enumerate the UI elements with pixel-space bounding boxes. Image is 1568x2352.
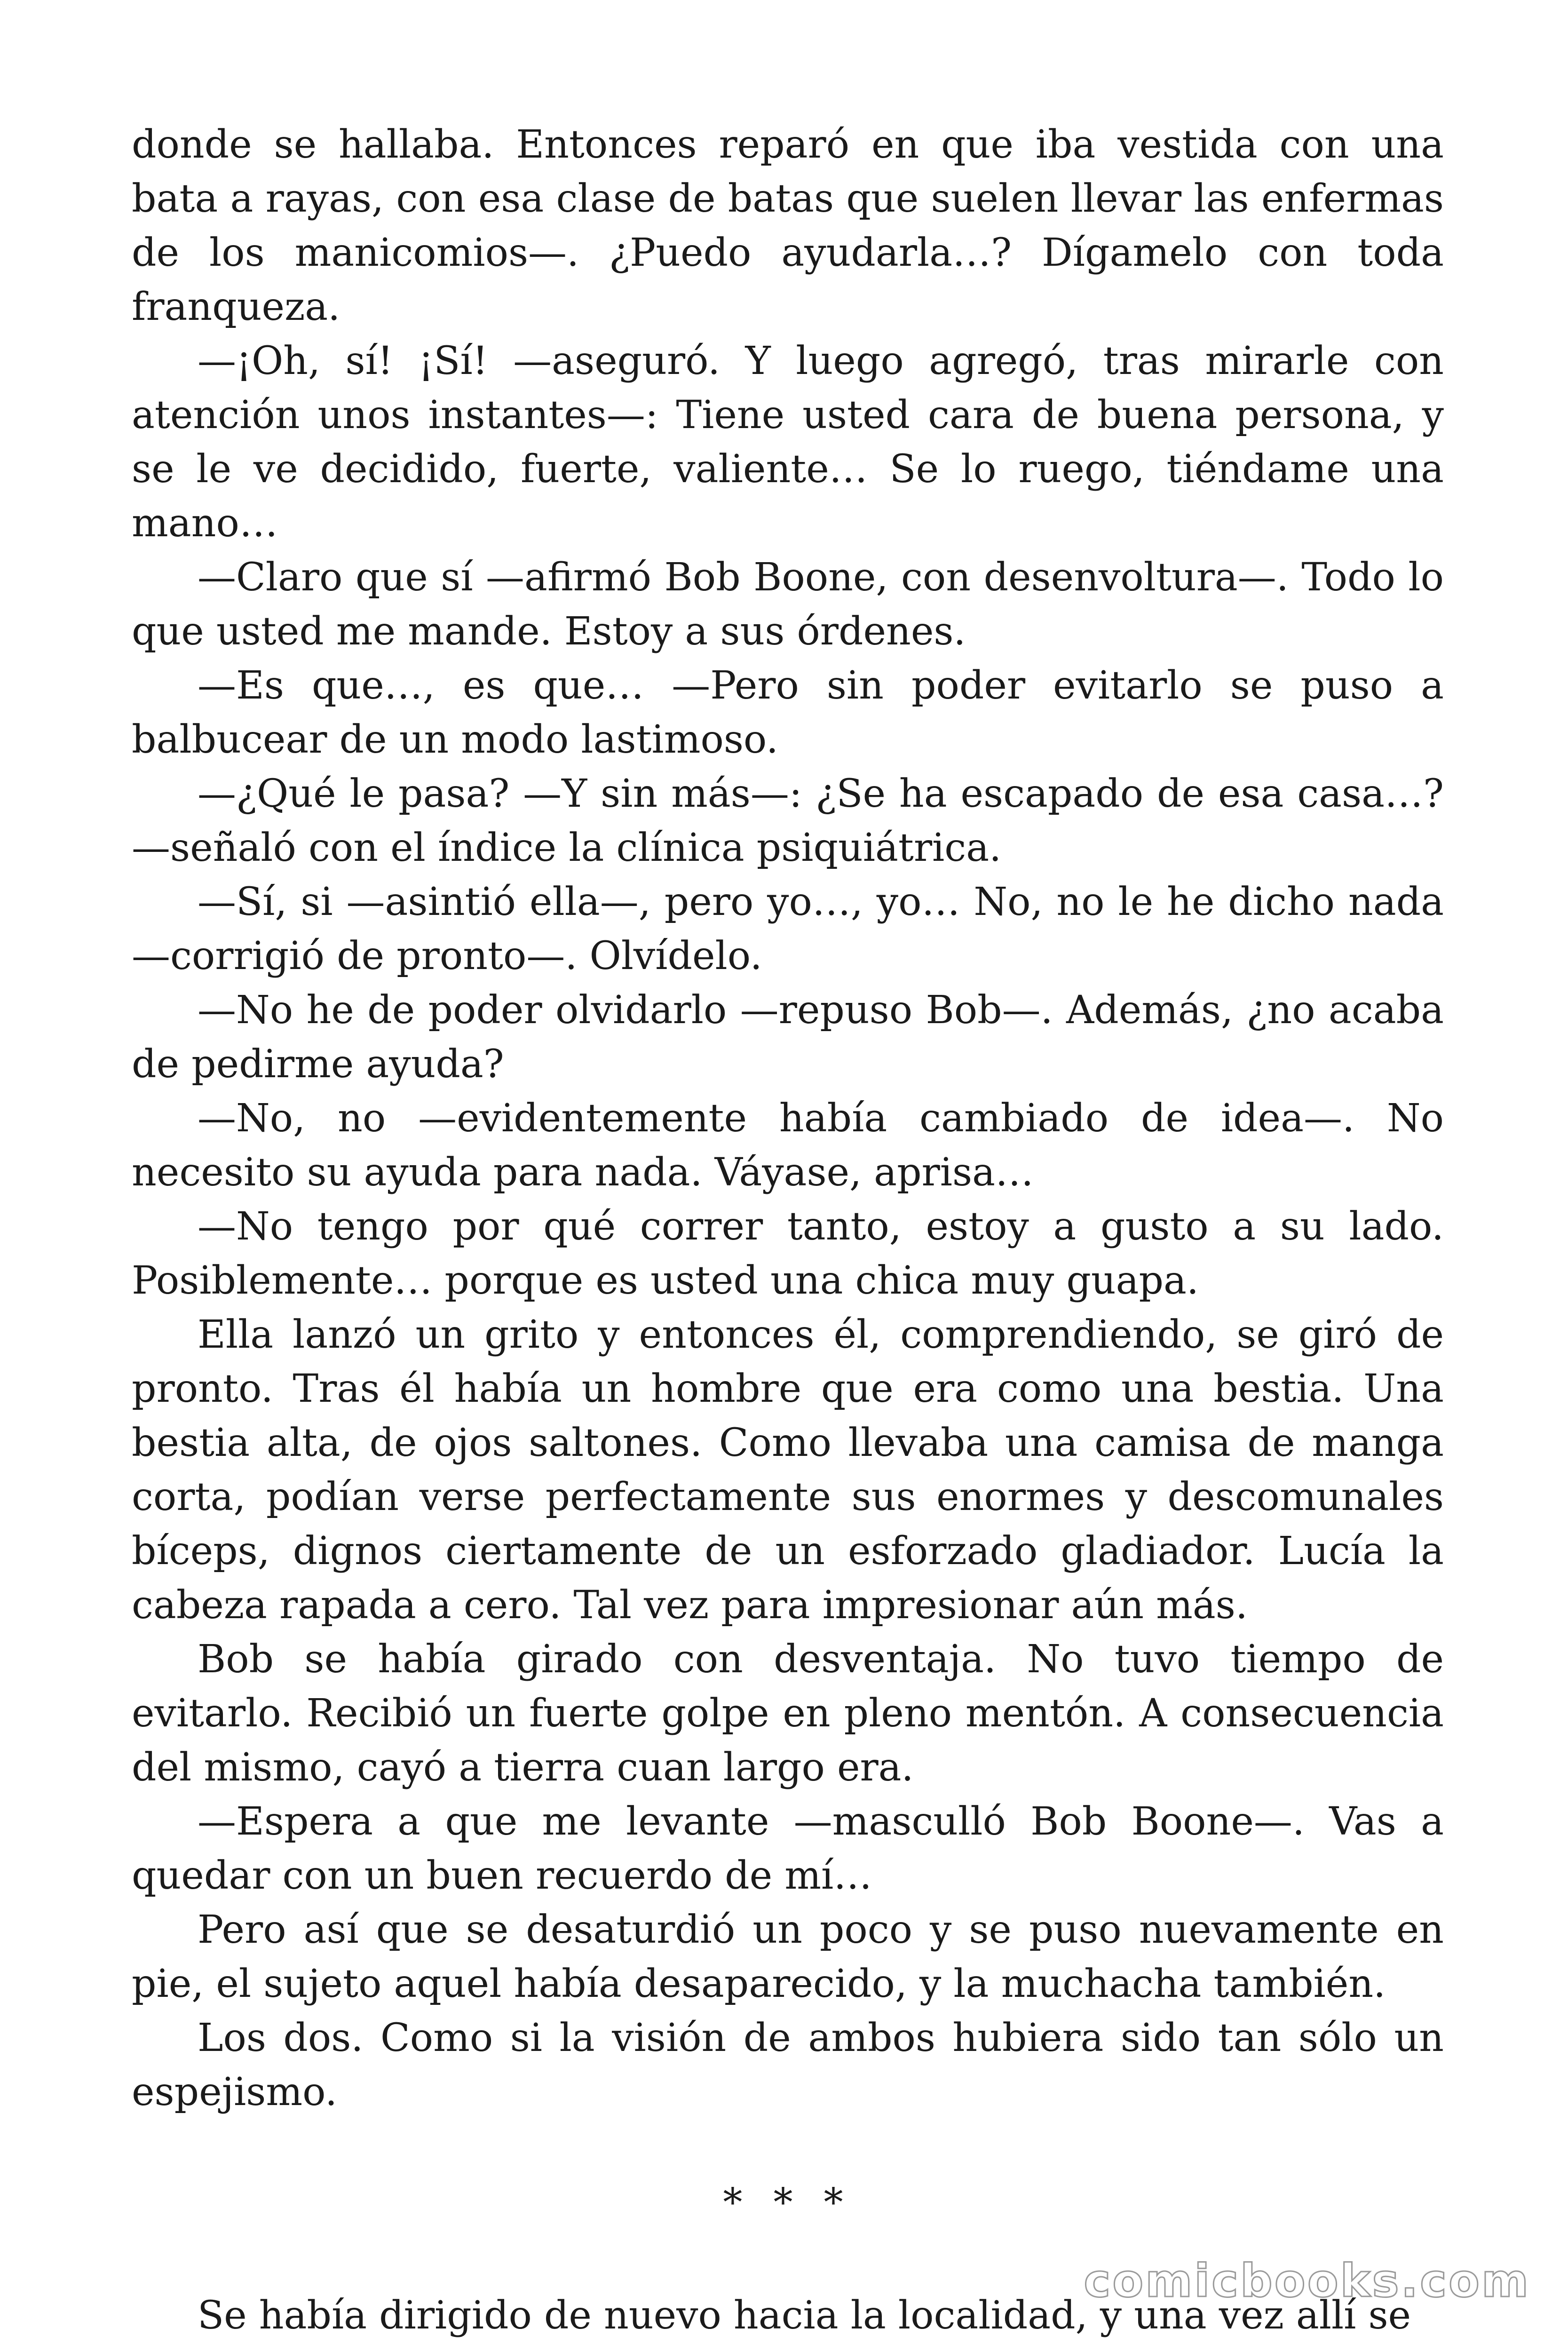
paragraph: —No tengo por qué correr tanto, estoy a gusto a su lado. Posiblemente… porque es usted una chica muy guapa.: [132, 1204, 1444, 1303]
paragraph: —Claro que sí —afirmó Bob Boone, con desenvoltura—. Todo lo que usted me mande. Estoy a sus órdenes.: [132, 555, 1444, 654]
paragraph: —¿Qué le pasa? —Y sin más—: ¿Se ha escapado de esa casa…? —señaló con el índice la clínica psiquiátrica.: [132, 771, 1444, 870]
watermark: comicbooks.com: [1084, 2255, 1530, 2307]
paragraph: Los dos. Como si la visión de ambos hubiera sido tan sólo un espejismo.: [132, 2016, 1444, 2114]
paragraph: Pero así que se desaturdió un poco y se puso nuevamente en pie, el sujeto aquel había desaparecido, y la muchacha también.: [132, 1907, 1444, 2006]
paragraph: —Espera a que me levante —masculló Bob Boone—. Vas a quedar con un buen recuerdo de mí…: [132, 1799, 1444, 1898]
paragraph: Bob se había girado con desventaja. No tuvo tiempo de evitarlo. Recibió un fuerte golpe en pleno mentón. A consecuencia del mismo, cayó a tierra cuan largo era.: [132, 1637, 1444, 1790]
paragraph: —Sí, si —asintió ella—, pero yo…, yo… No, no le he dicho nada —corrigió de pronto—. Olvídelo.: [132, 880, 1444, 978]
paragraph: Ella lanzó un grito y entonces él, comprendiendo, se giró de pronto. Tras él había un hombre que era como una bestia. Una bestia alta, de ojos saltones. Como llevaba una camisa de manga corta, podían verse perfectamente sus enormes y descomunales bíceps, dignos ciertamente de un esforzado gladiador. Lucía la cabeza rapada a cero. Tal vez para impresionar aún más.: [132, 1312, 1444, 1628]
paragraph: —Es que…, es que… —Pero sin poder evitarlo se puso a balbucear de un modo lastimoso.: [132, 663, 1444, 762]
scene-break: * * *: [723, 2180, 853, 2225]
paragraph: —¡Oh, sí! ¡Sí! —aseguró. Y luego agregó, tras mirarle con atención unos instantes—: Tiene usted cara de buena persona, y se le ve decidido, fuerte, valiente… Se lo ruego, tiéndame una mano…: [132, 339, 1444, 546]
paragraph: —No, no —evidentemente había cambiado de idea—. No necesito su ayuda para nada. Váyase, aprisa…: [132, 1096, 1444, 1195]
body-text: [132, 118, 1444, 2343]
paragraph: Se había dirigido de nuevo hacia la localidad, y una vez allí se: [198, 2293, 1411, 2338]
paragraph: —No he de poder olvidarlo —repuso Bob—. Además, ¿no acaba de pedirme ayuda?: [132, 988, 1444, 1087]
paragraph: donde se hallaba. Entonces reparó en que iba vestida con una bata a rayas, con esa clase de batas que suelen llevar las enfermas de los manicomios—. ¿Puedo ayudarla…? Dígamelo con toda franqueza.: [132, 122, 1444, 329]
